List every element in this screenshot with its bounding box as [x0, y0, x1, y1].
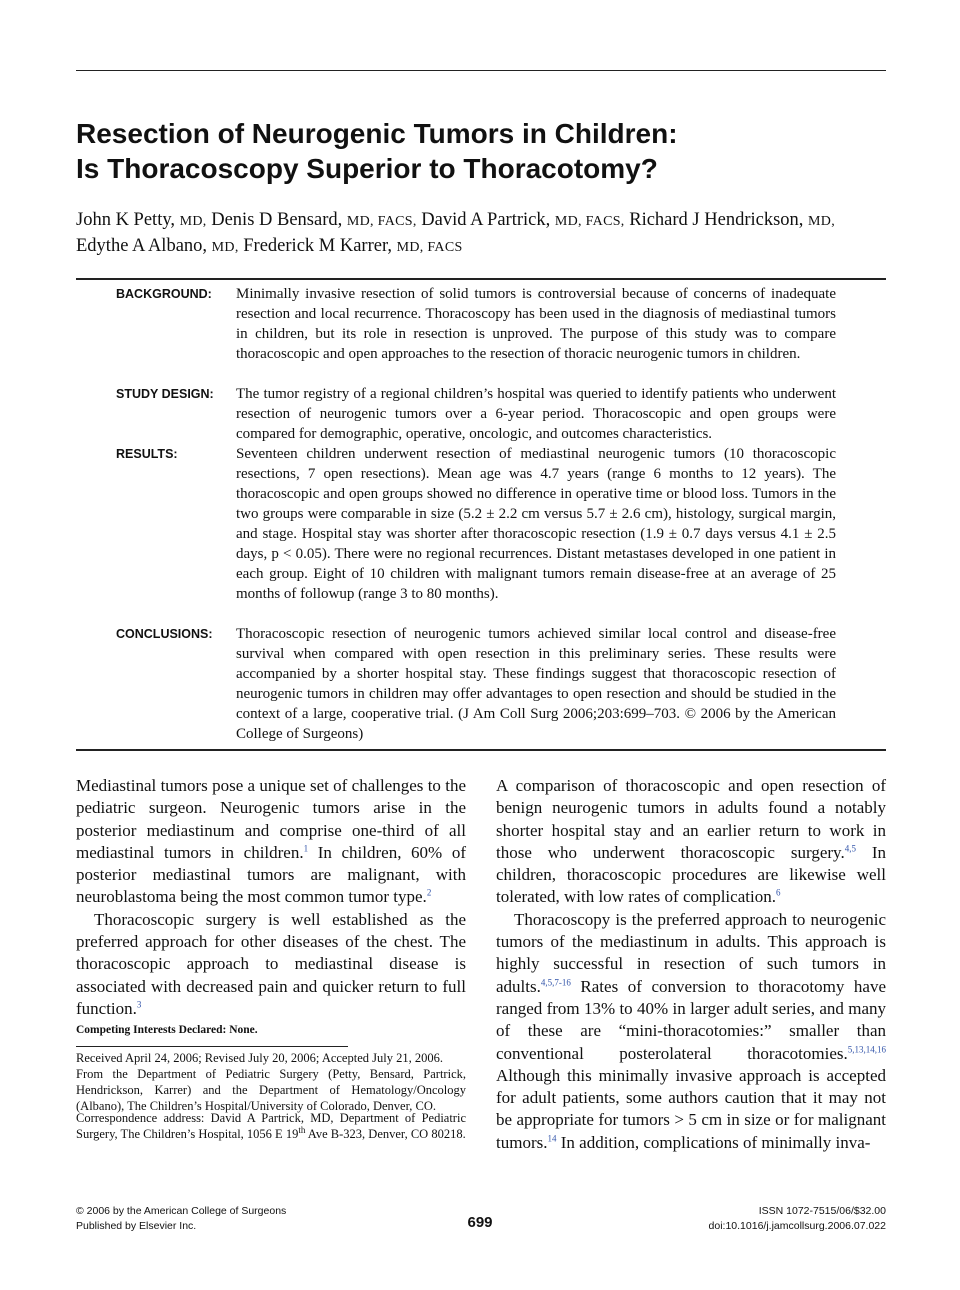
correspondence: [76, 1110, 466, 1142]
doi-line[interactable]: doi:10.1016/j.jamcollsurg.2006.07.022: [708, 1220, 886, 1232]
affiliations: From the Department of Pediatric Surgery (Petty, Bensard, Partrick, Hendrickson, Karrer) and the Department of Hematology/Oncology (Albano), The Children’s Hospital/University of Colorado, Denver, CO.: [76, 1067, 466, 1113]
abstract-label: CONCLUSIONS:: [116, 627, 213, 641]
abstract-label: STUDY DESIGN:: [116, 387, 214, 401]
author-name: John K Petty,: [76, 210, 176, 230]
body-text: In addition, complications of minimally inva-: [556, 1132, 871, 1152]
correspondence-text: Correspondence address: David A Partrick, MD, Department of Pediatric Surgery, The Children’s Hospital, 1056 E 19: [76, 1111, 466, 1141]
body-text: Although this minimally invasive approach is accepted for adult patients, some authors caution that it may not be appropriate for tumors > 5 cm in size or for malignant tumors.: [496, 1065, 886, 1152]
abstract-text: Thoracoscopic resection of neurogenic tumors achieved similar local control and disease-free survival when compared with open resection in this preliminary series. These results were accompanied by a shorter hospital stay. These findings suggest that thoracoscopic resection of neurogenic tumors in children may offer advantages to open resection and should be studied in the context of a large, cooperative trial. (J Am Coll Surg 2006;203:699–703. © 2006 by the American College of Surgeons): [236, 626, 836, 742]
title-line-2: Is Thoracoscopy Superior to Thoracotomy?: [76, 153, 658, 184]
abstract-label: BACKGROUND:: [116, 287, 212, 301]
footnote-rule: [76, 1046, 348, 1047]
correspondence-text: Ave B-323, Denver, CO 80218.: [305, 1127, 466, 1141]
page-number: 699: [467, 1214, 493, 1231]
author-name: David A Partrick,: [421, 210, 551, 230]
citation-ref[interactable]: 2: [426, 887, 432, 898]
citation-ref[interactable]: 14: [547, 1133, 557, 1144]
citation-ref[interactable]: 6: [775, 887, 781, 898]
abstract-text: The tumor registry of a regional children’s hospital was queried to identify patients who underwent resection of neurogenic tumors over a 6-year period. Thoracoscopic and open groups were compared for demographic, operative, oncologic, and outcomes characteristics.: [236, 386, 836, 442]
body-text: Mediastinal tumors pose a unique set of challenges to the pediatric surgeon. Neurogenic tumors arise in the posterior mediastinum and comprise one-third of all mediastinal tumors in children.: [76, 776, 466, 862]
received-dates: Received April 24, 2006; Revised July 20, 2006; Accepted July 21, 2006.: [76, 1051, 443, 1065]
abstract-text: Seventeen children underwent resection of mediastinal neurogenic tumors (10 thoracoscopic resections, 7 open resections). Mean age was 4.7 years (range 6 months to 12 years). The thoracoscopic and open groups showed no difference in operative time or blood loss. Tumors in the two groups were comparable in size (5.2 ± 2.2 cm versus 5.7 ± 2.6 cm), histology, surgical margin, and stage. Hospital stay was shorter after thoracoscopic resection (1.9 ± 0.7 days versus 4.1 ± 2.5 days, p < 0.05). There were no regional recurrences. Distant metastases developed in one patient in each group. Eight of 10 children with malignant tumors remain disease-free at an average of 25 months of followup (range 3 to 80 months).: [236, 446, 836, 602]
author-degree: MD, FACS,: [554, 214, 625, 229]
body-text: Thoracoscopy is the preferred approach to neurogenic tumors of the mediastinum in adults. This approach is highly successful in resection of such tumors in adults.: [496, 909, 886, 996]
publisher-line: Published by Elsevier Inc.: [76, 1220, 197, 1232]
body-text: A comparison of thoracoscopic and open resection of benign neurogenic tumors in adults found a notably shorter hospital stay and an earlier return to work in those who underwent thoracoscopic surgery.: [496, 776, 886, 862]
citation-ref[interactable]: 1: [303, 843, 309, 854]
copyright-line: © 2006 by the American College of Surgeons: [76, 1205, 287, 1217]
body-column-right: [496, 775, 886, 1154]
footer-right: [709, 1204, 886, 1234]
competing-interests: Competing Interests Declared: None.: [76, 1024, 258, 1036]
author-name: Richard J Hendrickson,: [629, 210, 804, 230]
abstract-text: Minimally invasive resection of solid tumors is controversial because of concerns of inadequate resection and local recurrence. Thoracoscopy has been used in the diagnosis of mediastinal tumors in children, but its role in resection is unproved. The purpose of this study was to compare thoracoscopic and open approaches to the resection of thoracic neurogenic tumors in children.: [236, 286, 836, 362]
top-rule: [76, 70, 886, 71]
author-degree: MD, FACS: [396, 240, 463, 255]
title-line-1: Resection of Neurogenic Tumors in Children:: [76, 118, 678, 149]
body-paragraph: [496, 775, 886, 909]
author-name: Frederick M Karrer,: [243, 236, 392, 256]
ordinal-suffix: th: [298, 1124, 306, 1135]
body-text: In children, thoracoscopic procedures are likewise well tolerated, with low rates of complication.: [496, 842, 887, 907]
author-degree: MD, FACS,: [346, 214, 417, 229]
body-text: Thoracoscopic surgery is well established as the preferred approach for other diseases of the chest. The thoracoscopic approach to mediastinal disease is associated with decreased pain and quicker return to full function.: [76, 909, 466, 1018]
abstract-label: RESULTS:: [116, 447, 178, 461]
citation-ref[interactable]: 3: [136, 999, 142, 1010]
body-column-left: [76, 775, 466, 1020]
body-paragraph: [496, 909, 886, 1154]
author-degree: MD,: [179, 214, 207, 229]
abstract-bottom-rule: [76, 749, 886, 751]
author-list: [76, 208, 891, 260]
citation-ref[interactable]: 5,13,14,16: [847, 1043, 886, 1054]
issn-line: ISSN 1072-7515/06/$32.00: [758, 1205, 886, 1217]
citation-ref[interactable]: 4,5: [844, 843, 856, 854]
body-text: In children, 60% of posterior mediastinal tumors are malignant, with neuroblastoma being the most common tumor type.: [76, 842, 466, 907]
body-paragraph: [76, 775, 466, 909]
author-name: Edythe A Albano,: [76, 236, 208, 256]
author-degree: MD,: [211, 240, 239, 255]
citation-ref[interactable]: 4,5,7-16: [540, 977, 571, 988]
body-text: Rates of conversion to thoracotomy have ranged from 13% to 40% in larger adult series, and many of these are “mini-thoracotomies:” smaller than conventional posterolateral thoracotomies.: [496, 976, 886, 1063]
body-paragraph: [76, 909, 466, 1020]
author-name: Denis D Bensard,: [211, 210, 343, 230]
abstract-top-rule: [76, 278, 886, 280]
author-degree: MD,: [808, 214, 835, 229]
article-title: [76, 116, 896, 186]
